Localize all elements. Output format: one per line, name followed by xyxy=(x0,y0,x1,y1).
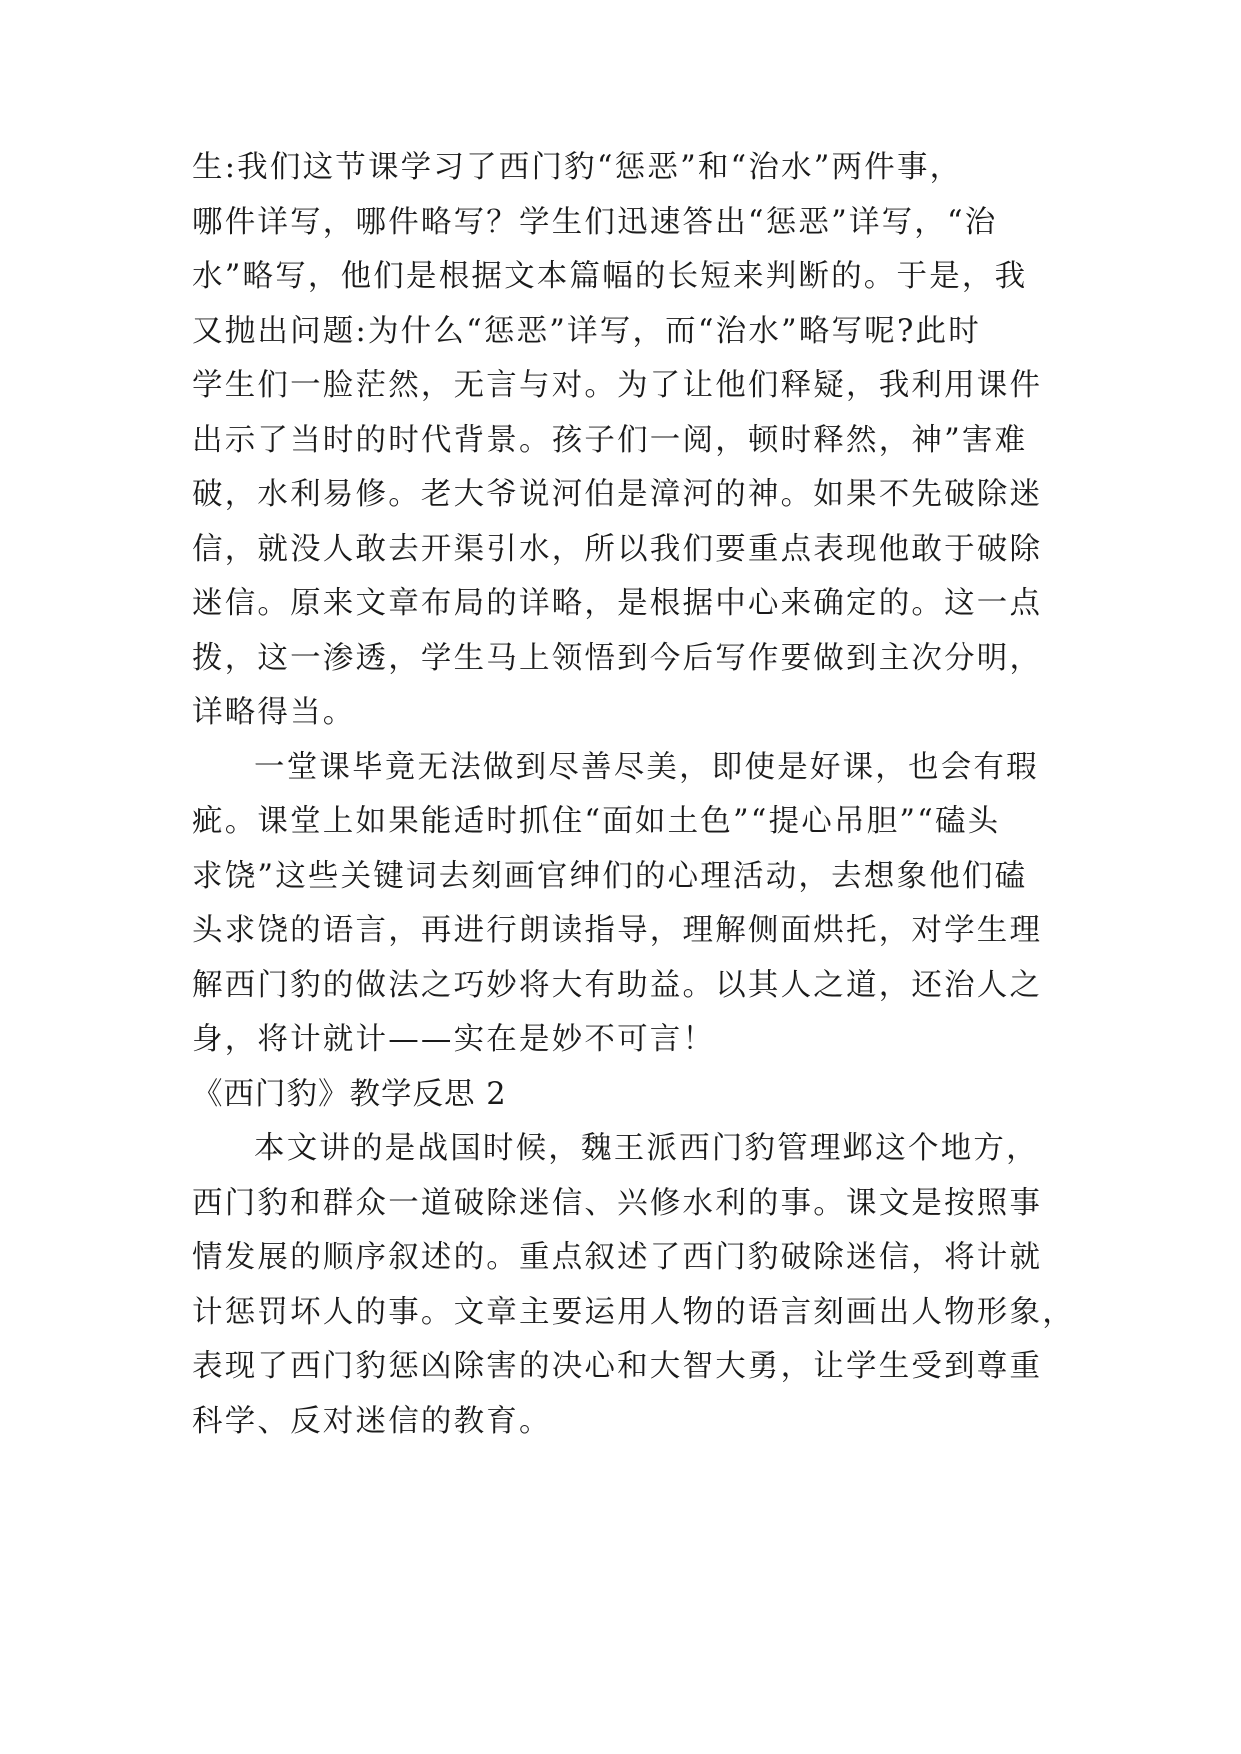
text-line: 身，将计就计——实在是妙不可言！ xyxy=(192,1022,716,1057)
text-line: 破，水利易修。老大爷说河伯是漳河的神。如果不先破除迷 xyxy=(192,477,1043,512)
text-line: 求饶”这些关键词去刻画官绅们的心理活动，去想象他们磕 xyxy=(192,859,1028,894)
text-line: 科学、反对迷信的教育。 xyxy=(192,1404,552,1439)
text-line: 学生们一脸茫然，无言与对。为了让他们释疑，我利用课件 xyxy=(192,368,1043,403)
text-line: 头求饶的语言，再进行朗读指导，理解侧面烘托，对学生理 xyxy=(192,913,1043,948)
text-line: 西门豹和群众一道破除迷信、兴修水利的事。课文是按照事 xyxy=(192,1186,1043,1221)
text-line: 疵。课堂上如果能适时抓住“面如土色”“提心吊胆”“磕头 xyxy=(192,804,1001,839)
text-line: 又抛出问题:为什么“惩恶”详写，而“治水”略写呢?此时 xyxy=(192,314,981,349)
text-line: 情发展的顺序叙述的。重点叙述了西门豹破除迷信，将计就 xyxy=(192,1240,1043,1275)
text-line: 本文讲的是战国时候，魏王派西门豹管理邺这个地方， xyxy=(254,1131,1039,1166)
section-title: 《西门豹》教学反思 2 xyxy=(192,1077,507,1112)
text-line: 哪件详写，哪件略写？学生们迅速答出“惩恶”详写，“治 xyxy=(192,205,998,240)
text-line: 计惩罚坏人的事。文章主要运用人物的语言刻画出人物形象， xyxy=(192,1295,1075,1330)
text-line: 拨，这一渗透，学生马上领悟到今后写作要做到主次分明， xyxy=(192,641,1043,676)
text-line: 迷信。原来文章布局的详略，是根据中心来确定的。这一点 xyxy=(192,586,1043,621)
text-line: 详略得当。 xyxy=(192,695,356,730)
text-line: 解西门豹的做法之巧妙将大有助益。以其人之道，还治人之 xyxy=(192,968,1043,1003)
text-line: 一堂课毕竟无法做到尽善尽美，即使是好课，也会有瑕 xyxy=(254,750,1039,785)
text-line: 水”略写，他们是根据文本篇幅的长短来判断的。于是，我 xyxy=(192,259,1028,294)
text-line: 信，就没人敢去开渠引水，所以我们要重点表现他敢于破除 xyxy=(192,532,1043,567)
text-line: 表现了西门豹惩凶除害的决心和大智大勇，让学生受到尊重 xyxy=(192,1349,1043,1384)
text-line: 生:我们这节课学习了西门豹“惩恶”和“治水”两件事， xyxy=(192,150,963,185)
text-line: 出示了当时的时代背景。孩子们一阅，顿时释然，神”害难 xyxy=(192,423,1028,458)
